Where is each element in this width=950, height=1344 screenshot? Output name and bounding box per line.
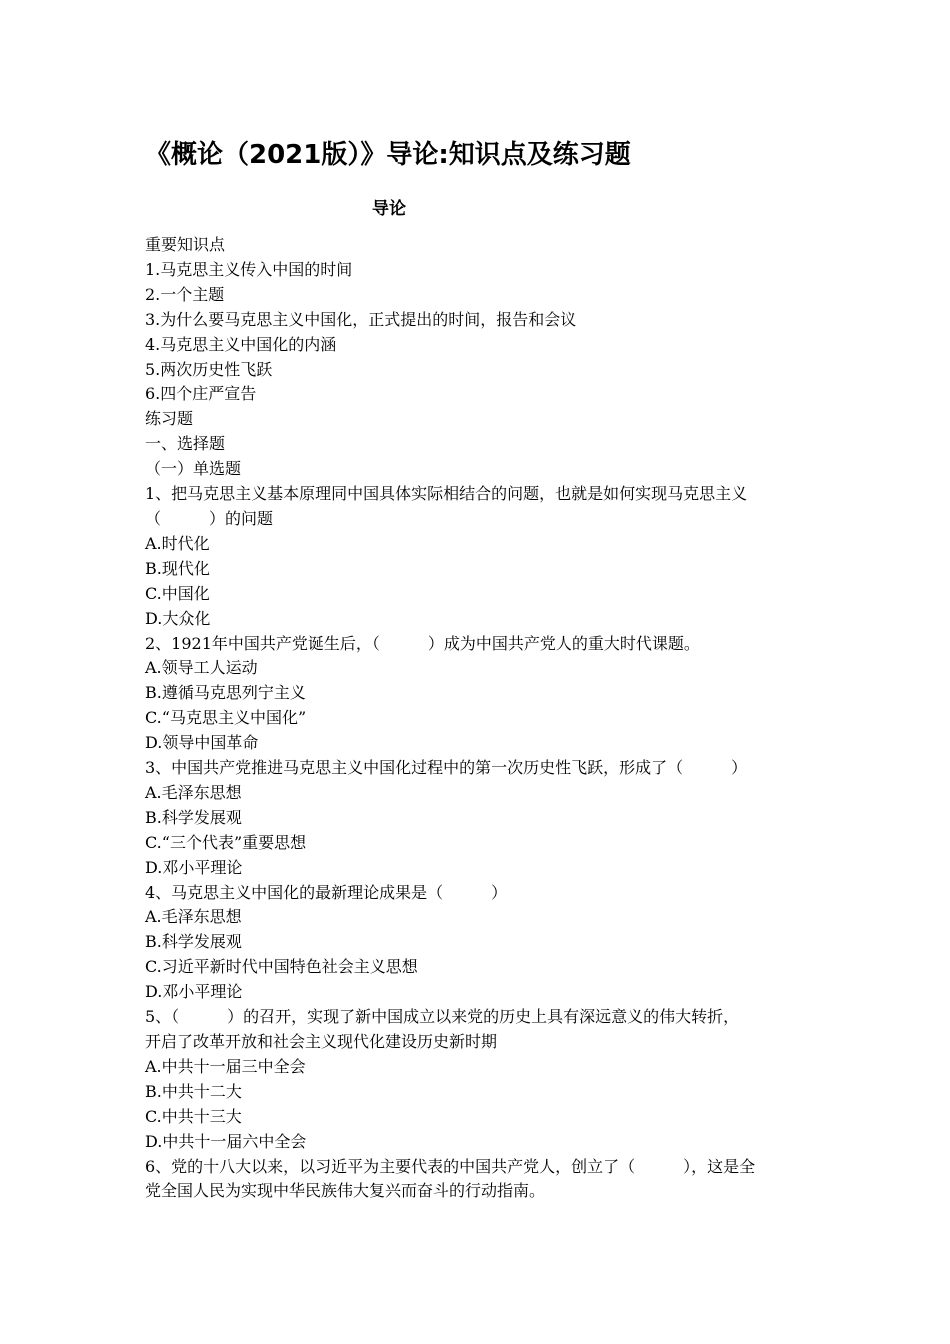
question-option: C.“三个代表”重要思想 xyxy=(145,832,307,852)
document-title: 《概论（2021版）》导论:知识点及练习题 xyxy=(145,140,631,170)
knowledge-item: 2.一个主题 xyxy=(145,284,225,304)
question-option: B.遵循马克思列宁主义 xyxy=(145,683,306,703)
question-stem: 3、中国共产党推进马克思主义中国化过程中的第一次历史性飞跃，形成了（ ） xyxy=(145,758,748,778)
question-option: A.领导工人运动 xyxy=(145,658,258,678)
question-option: A.毛泽东思想 xyxy=(145,907,242,927)
question-option: A.时代化 xyxy=(145,533,210,553)
question-option: C.习近平新时代中国特色社会主义思想 xyxy=(145,957,418,977)
knowledge-heading: 重要知识点 xyxy=(145,235,226,254)
knowledge-item: 1.马克思主义传入中国的时间 xyxy=(145,259,353,279)
question-stem-continued: 开启了改革开放和社会主义现代化建设历史新时期 xyxy=(145,1032,498,1051)
question-option: D.中共十一届六中全会 xyxy=(145,1131,307,1151)
knowledge-item: 4.马克思主义中国化的内涵 xyxy=(145,334,337,354)
knowledge-item: 5.两次历史性飞跃 xyxy=(145,359,273,379)
question-option: B.科学发展观 xyxy=(145,807,242,827)
question-option: D.邓小平理论 xyxy=(145,982,243,1002)
question-option: C.“马克思主义中国化” xyxy=(145,708,307,728)
knowledge-item: 6.四个庄严宣告 xyxy=(145,384,257,404)
exercises-subsection: （一）单选题 xyxy=(145,459,242,479)
question-option: C.中共十三大 xyxy=(145,1106,242,1126)
question-option: A.毛泽东思想 xyxy=(145,782,242,802)
knowledge-item: 3.为什么要马克思主义中国化，正式提出的时间，报告和会议 xyxy=(145,309,577,329)
question-option: D.大众化 xyxy=(145,608,211,628)
question-option: D.领导中国革命 xyxy=(145,733,259,753)
question-option: C.中国化 xyxy=(145,583,210,603)
question-stem: 2、1921年中国共产党诞生后，（ ）成为中国共产党人的重大时代课题。 xyxy=(145,633,700,653)
question-stem: 1、把马克思主义基本原理同中国具体实际相结合的问题，也就是如何实现马克思主义 xyxy=(145,484,748,504)
question-stem-continued: 党全国人民为实现中华民族伟大复兴而奋斗的行动指南。 xyxy=(145,1181,546,1201)
question-stem-continued: （ ）的问题 xyxy=(145,508,274,528)
question-option: B.中共十二大 xyxy=(145,1081,242,1101)
document-body xyxy=(145,233,810,1204)
question-stem: 5、（ ）的召开，实现了新中国成立以来党的历史上具有深远意义的伟大转折， xyxy=(145,1007,740,1027)
question-option: B.现代化 xyxy=(145,558,210,578)
question-option: B.科学发展观 xyxy=(145,932,242,952)
exercises-section: 一、选择题 xyxy=(145,434,226,454)
question-option: D.邓小平理论 xyxy=(145,857,243,877)
section-title: 导论 xyxy=(372,199,406,219)
question-stem: 4、马克思主义中国化的最新理论成果是（ ） xyxy=(145,882,508,902)
question-stem: 6、党的十八大以来，以习近平为主要代表的中国共产党人，创立了（ ），这是全 xyxy=(145,1156,756,1176)
exercises-heading: 练习题 xyxy=(145,409,194,429)
question-option: A.中共十一届三中全会 xyxy=(145,1056,306,1076)
